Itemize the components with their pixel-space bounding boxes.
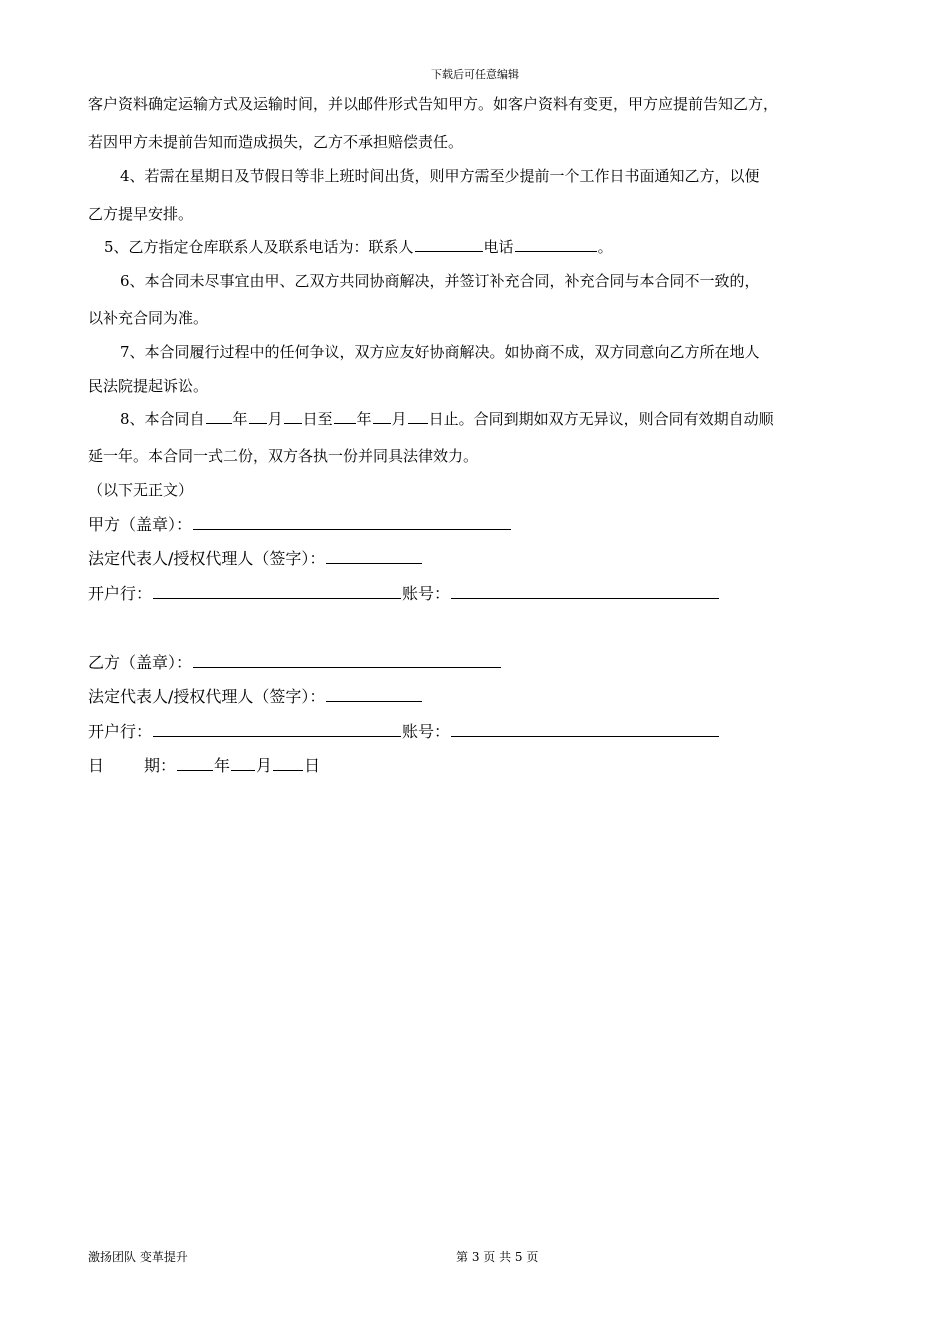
- paragraph-5: [104, 236, 613, 257]
- party-a-account-label: 账号：: [402, 584, 451, 603]
- date-month-label: 月: [256, 756, 273, 775]
- contract-to-label: 日至: [302, 410, 333, 428]
- paragraph-3-line-1: 客户资料确定运输方式及运输时间，并以邮件形式告知甲方。如客户资料有变更，甲方应提前告知乙方，: [88, 95, 779, 113]
- date-label-period: 期：: [144, 756, 177, 775]
- party-b-bank-label: 开户行：: [88, 722, 153, 741]
- phone-blank[interactable]: [515, 237, 597, 252]
- party-b-seal-label: 乙方（盖章）：: [88, 653, 193, 672]
- date-day-label: 日: [304, 756, 321, 775]
- paragraph-8-line-2: 延一年。本合同一式二份，双方各执一份并同具法律效力。: [88, 447, 479, 465]
- start-year-label: 年: [232, 410, 248, 428]
- party-b-seal-line: [88, 650, 502, 673]
- party-a-seal-blank[interactable]: [193, 512, 511, 530]
- start-month-blank[interactable]: [249, 409, 267, 424]
- start-month-label: 月: [267, 410, 283, 428]
- end-year-blank[interactable]: [334, 409, 356, 424]
- page-indicator: 第 3 页 共 5 页: [456, 1250, 539, 1264]
- party-a-rep-line: [88, 546, 423, 569]
- start-year-blank[interactable]: [206, 409, 232, 424]
- party-a-rep-blank[interactable]: [326, 546, 422, 564]
- paragraph-7-line-1: 7、本合同履行过程中的任何争议，双方应友好协商解决。如协商不成，双方同意向乙方所在地人: [120, 343, 760, 361]
- paragraph-4-line-2: 乙方提早安排。: [88, 205, 194, 223]
- party-a-bank-line: [88, 581, 720, 604]
- paragraph-6-line-1: 6、本合同未尽事宜由甲、乙双方共同协商解决，并签订补充合同，补充合同与本合同不一致的，: [120, 272, 760, 290]
- party-b-rep-line: [88, 684, 423, 707]
- date-month-blank[interactable]: [231, 753, 255, 771]
- date-day-blank[interactable]: [273, 753, 303, 771]
- paragraph-3-line-2: 若因甲方未提前告知而造成损失，乙方不承担赔偿责任。: [88, 133, 464, 151]
- party-b-account-label: 账号：: [402, 722, 451, 741]
- party-b-rep-label: 法定代表人/授权代理人（签字）：: [88, 687, 326, 706]
- party-b-account-blank[interactable]: [451, 719, 719, 737]
- paragraph-6-line-2: 以补充合同为准。: [88, 309, 209, 327]
- party-a-seal-line: [88, 512, 512, 535]
- party-a-bank-blank[interactable]: [153, 581, 401, 599]
- paragraph-4-line-1: 4、若需在星期日及节假日等非上班时间出货，则甲方需至少提前一个工作日书面通知乙方，以便: [120, 167, 760, 185]
- party-a-seal-label: 甲方（盖章）：: [88, 515, 193, 534]
- date-label-day: 日: [88, 756, 105, 775]
- party-b-rep-blank[interactable]: [326, 684, 422, 702]
- header-note: 下载后可任意编辑: [431, 68, 519, 81]
- date-year-blank[interactable]: [177, 753, 213, 771]
- paragraph-5-end: 。: [597, 238, 613, 256]
- end-month-label: 月: [391, 410, 407, 428]
- party-b-seal-blank[interactable]: [193, 650, 501, 668]
- end-year-label: 年: [356, 410, 372, 428]
- end-month-blank[interactable]: [373, 409, 391, 424]
- party-a-bank-label: 开户行：: [88, 584, 153, 603]
- date-line: [88, 753, 320, 776]
- phone-label: 电话: [483, 238, 514, 256]
- party-a-rep-label: 法定代表人/授权代理人（签字）：: [88, 549, 326, 568]
- contract-end-text: 日止。合同到期如双方无异议，则合同有效期自动顺: [428, 410, 774, 428]
- end-day-blank[interactable]: [408, 409, 428, 424]
- contact-person-blank[interactable]: [415, 237, 483, 252]
- contract-from-label: 8、本合同自: [120, 410, 205, 428]
- date-year-label: 年: [214, 756, 231, 775]
- footer-slogan: 激扬团队 变革提升: [88, 1250, 188, 1264]
- end-of-text-note: （以下无正文）: [88, 481, 194, 499]
- paragraph-7-line-2: 民法院提起诉讼。: [88, 377, 209, 395]
- contact-label: 5、乙方指定仓库联系人及联系电话为：联系人: [104, 238, 414, 256]
- paragraph-8-line-1: [120, 408, 774, 429]
- party-a-account-blank[interactable]: [451, 581, 719, 599]
- party-b-bank-line: [88, 719, 720, 742]
- start-day-blank[interactable]: [284, 409, 302, 424]
- party-b-bank-blank[interactable]: [153, 719, 401, 737]
